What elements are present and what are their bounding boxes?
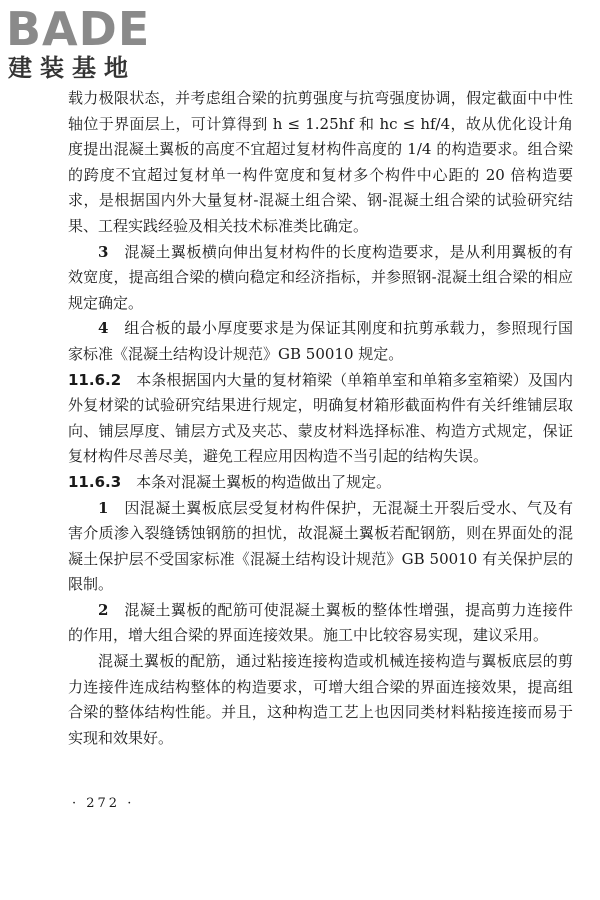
paragraph-item-1 — [68, 496, 573, 598]
bade-logo — [6, 4, 176, 84]
section-number: 11.6.2 — [68, 370, 122, 389]
paragraph-text: 混凝土翼板的配筋可使混凝土翼板的整体性增强，提高剪力连接件的作用，增大组合梁的界面连接效果。施工中比较容易实现，建议采用。 — [68, 600, 573, 645]
paragraph-text: 组合板的最小厚度要求是为保证其刚度和抗剪承载力，参照现行国家标准《混凝土结构设计规范》GB 50010 规定。 — [68, 319, 573, 363]
section-number: 11.6.3 — [68, 472, 122, 491]
paragraph-text: 因混凝土翼板底层受复材构件保护，无混凝土开裂后受水、气及有害介质渗入裂缝锈蚀钢筋的担忧，故混凝土翼板若配钢筋，则在界面处的混凝土保护层不受国家标准《混凝土结构设计规范》GB 50010 有关保护层的限制。 — [68, 498, 573, 594]
page-number: · 272 · — [72, 796, 135, 811]
logo-subtitle: 建装基地 — [8, 54, 136, 82]
section-text: 本条根据国内大量的复材箱梁（单箱单室和单箱多室箱梁）及国内外复材梁的试验研究结果进行规定，明确复材箱形截面构件有关纤维铺层取向、铺层厚度、铺层方式及夹芯、蒙皮材料选择标准、构造方式规定，保证复材构件尽善尽美，避免工程应用因构造不当引起的结构失误。 — [68, 370, 573, 466]
logo-word: BADE — [6, 2, 151, 56]
section-11-6-3 — [68, 470, 573, 496]
section-text: 本条对混凝土翼板的构造做出了规定。 — [136, 472, 392, 491]
paragraph-item-2 — [68, 598, 573, 649]
section-11-6-2 — [68, 368, 573, 470]
document-body — [68, 86, 573, 751]
item-number: 4 — [98, 319, 109, 338]
item-number: 3 — [98, 242, 109, 261]
paragraph-text: 混凝土翼板横向伸出复材构件的长度构造要求，是从利用翼板的有效宽度，提高组合梁的横向稳定和经济指标，并参照钢-混凝土组合梁的相应规定确定。 — [68, 242, 573, 312]
item-number: 1 — [98, 498, 109, 517]
item-number: 2 — [98, 600, 109, 619]
paragraph-item-3 — [68, 240, 573, 317]
paragraph-final: 混凝土翼板的配筋，通过粘接连接构造或机械连接构造与翼板底层的剪力连接件连成结构整体的构造要求，可增大组合梁的界面连接效果，提高组合梁的整体结构性能。并且，这种构造工艺上也因同类材料粘接连接而易于实现和效果好。 — [68, 652, 573, 747]
paragraph-continued: 载力极限状态，并考虑组合梁的抗剪强度与抗弯强度协调，假定截面中中性轴位于界面层上，可计算得到 h ≤ 1.25hf 和 hc ≤ hf/4，故从优化设计角度提出混凝土翼板的高度不宜超过复材构件高度的 1/4 的构造要求。组合梁的跨度不宜超过复材单一构件宽度和复材多个构件中心距的 20 倍构造要求，是根据国内外大量复材-混凝土组合梁、钢-混凝土组合梁的试验研究结果、工程实践经验及相关技术标准类比确定。 — [68, 89, 573, 235]
paragraph-item-4 — [68, 316, 573, 367]
